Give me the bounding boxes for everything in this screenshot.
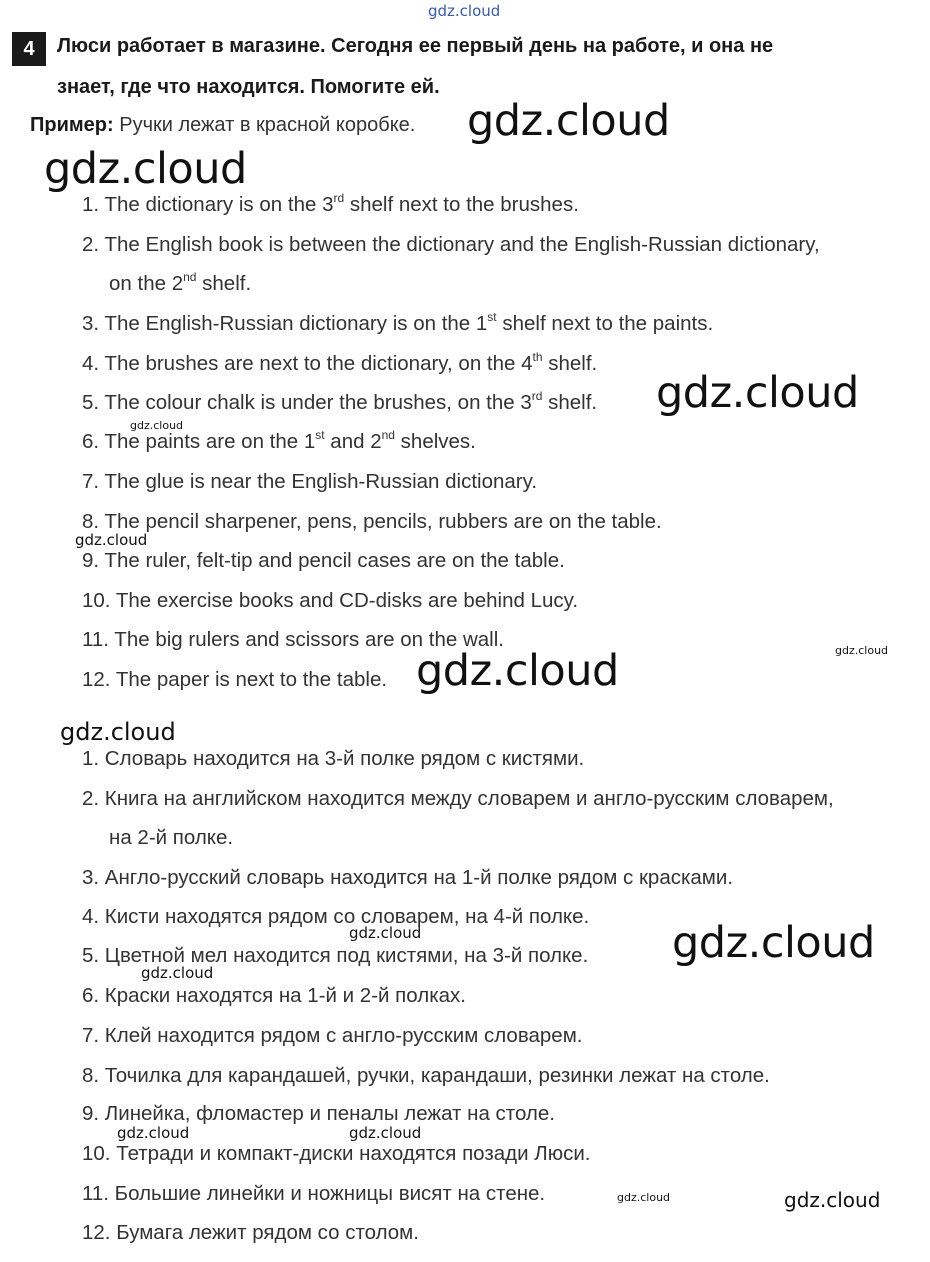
watermark-small: gdz.cloud <box>835 644 889 657</box>
english-item-8: 8. The pencil sharpener, pens, pencils, rubbers are on the table. <box>82 510 662 533</box>
russian-item-2-line-1: 2. Книга на английском находится между словарем и англо-русским словарем, <box>82 787 834 810</box>
english-item-11: 11. The big rulers and scissors are on the wall. <box>82 628 504 651</box>
russian-item-6: 6. Краски находятся на 1-й и 2-й полках. <box>82 984 466 1007</box>
russian-item-7: 7. Клей находится рядом с англо-русским словарем. <box>82 1024 583 1047</box>
english-item-9: 9. The ruler, felt-tip and pencil cases are on the table. <box>82 549 565 572</box>
task-instruction-line-2: знает, где что находится. Помогите ей. <box>57 76 440 98</box>
watermark-small: gdz.cloud <box>349 1124 422 1142</box>
english-item-10: 10. The exercise books and CD-disks are behind Lucy. <box>82 589 579 612</box>
watermark-medium: gdz.cloud <box>60 718 176 746</box>
russian-item-5: 5. Цветной мел находится под кистями, на 3-й полке. <box>82 944 589 967</box>
example-text: Ручки лежат в красной коробке. <box>113 114 416 136</box>
watermark-small: gdz.cloud <box>130 419 184 432</box>
english-item-3: 3. The English-Russian dictionary is on the 1st shelf next to the paints. <box>82 310 714 335</box>
task-instruction-line-1: Люси работает в магазине. Сегодня ее первый день на работе, и она не <box>57 35 774 57</box>
russian-item-11: 11. Большие линейки и ножницы висят на стене. <box>82 1182 546 1205</box>
russian-item-4: 4. Кисти находятся рядом со словарем, на 4-й полке. <box>82 905 590 928</box>
watermark-large: gdz.cloud <box>44 144 247 194</box>
english-item-12: 12. The paper is next to the table. <box>82 668 388 691</box>
russian-item-12: 12. Бумага лежит рядом со столом. <box>82 1221 419 1244</box>
english-item-7: 7. The glue is near the English-Russian dictionary. <box>82 470 538 493</box>
english-item-2-line-1: 2. The English book is between the dictionary and the English-Russian dictionary, <box>82 233 820 256</box>
russian-item-3: 3. Англо-русский словарь находится на 1-й полке рядом с красками. <box>82 866 734 889</box>
russian-item-10: 10. Тетради и компакт-диски находятся позади Люси. <box>82 1142 591 1165</box>
watermark-small: gdz.cloud <box>617 1191 671 1204</box>
english-item-6: 6. The paints are on the 1st and 2nd shelves. <box>82 428 476 453</box>
watermark-large: gdz.cloud <box>656 368 859 418</box>
watermark-small: gdz.cloud <box>349 924 422 942</box>
watermark-small: gdz.cloud <box>75 531 148 549</box>
russian-item-1: 1. Словарь находится на 3-й полке рядом с кистями. <box>82 747 585 770</box>
english-item-2-line-2: on the 2nd shelf. <box>109 270 252 295</box>
watermark-small: gdz.cloud <box>117 1124 190 1142</box>
header-watermark: gdz.cloud <box>428 2 501 20</box>
russian-item-8: 8. Точилка для карандашей, ручки, карандаши, резинки лежат на столе. <box>82 1064 770 1087</box>
task-number-badge: 4 <box>12 32 46 66</box>
example-label: Пример: <box>30 114 114 136</box>
watermark-medium: gdz.cloud <box>784 1188 881 1212</box>
watermark-small: gdz.cloud <box>141 964 214 982</box>
english-item-4: 4. The brushes are next to the dictionary, on the 4th shelf. <box>82 350 598 375</box>
watermark-large: gdz.cloud <box>672 918 875 968</box>
russian-item-2-line-2: на 2-й полке. <box>109 826 234 849</box>
watermark-large: gdz.cloud <box>467 96 670 146</box>
english-item-5: 5. The colour chalk is under the brushes, on the 3rd shelf. <box>82 389 598 414</box>
example-sentence <box>30 114 415 137</box>
watermark-large: gdz.cloud <box>416 646 619 696</box>
russian-item-9: 9. Линейка, фломастер и пеналы лежат на столе. <box>82 1102 555 1125</box>
english-item-1: 1. The dictionary is on the 3rd shelf next to the brushes. <box>82 191 579 216</box>
